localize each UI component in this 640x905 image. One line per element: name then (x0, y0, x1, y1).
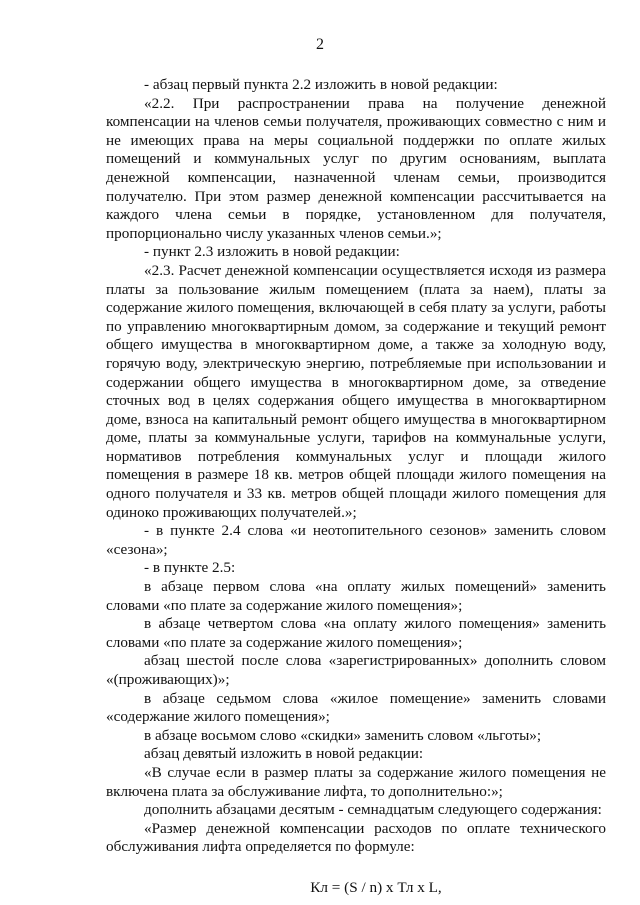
amendment-paragraph: в абзаце восьмом слово «скидки» заменить словом «льготы»; (144, 726, 542, 744)
amendment-paragraph: «В случае если в размер платы за содержание жилого помещения не включена плата за обслуживание лифта, то дополнительно:»; (106, 763, 606, 800)
amendment-paragraph: - пункт 2.3 изложить в новой редакции: (144, 243, 400, 261)
lift-compensation-formula: Кл = (S / n) х Тл х L, (310, 878, 442, 896)
amendment-paragraph: «2.3. Расчет денежной компенсации осуществляется исходя из размера платы за пользование жилым помещением (плата за наем), платы за содержание жилого помещения, включающей в себя плату за услуги, работы по управлению многоквартирным домом, за содержание и текущий ремонт общего имущества в многоквартирном доме, а также за холодную воду, горячую воду, электрическую энергию, потребляемые при использовании и содержании общего имущества в многоквартирном доме, за отведение сточных вод в целях содержания общего имущества в многоквартирном доме, взноса на капитальный ремонт общего имущества в многоквартирном доме, платы за коммунальные услуги, тарифов на коммунальные услуги, нормативов потребления коммунальных услуг и площади жилого помещения в размере 18 кв. метров общей площади жилого помещения на одного получателя и 33 кв. метров общей площади жилого помещения для одиноко проживающих получателей.»; (106, 261, 606, 521)
amendment-paragraph: «2.2. При распространении права на получение денежной компенсации на членов семьи получателя, проживающих совместно с ним и не имеющих права на меры социальной поддержки по оплате жилых помещений и коммунальных услуг по другим основаниям, выплата денежной компенсации, назначенной членам семьи, производится получателю. При этом размер денежной компенсации рассчитывается на каждого члена семьи в порядке, установленном для получателя, пропорционально числу указанных членов семьи.»; (106, 94, 606, 242)
amendment-paragraph: в абзаце первом слова «на оплату жилых помещений» заменить словами «по плате за содержание жилого помещения»; (106, 578, 606, 614)
amendment-paragraph: в абзаце седьмом слова «жилое помещение» заменить словами «содержание жилого помещения»; (106, 689, 606, 726)
amendment-paragraph: - в пункте 2.5: (144, 559, 236, 577)
page-number: 2 (316, 36, 324, 53)
amendment-paragraph: абзац шестой после слова «зарегистрированных» дополнить словом «(проживающих)»; (106, 652, 606, 688)
document-body (106, 76, 606, 898)
amendment-paragraph: - абзац первый пункта 2.2 изложить в новой редакции: (144, 76, 498, 93)
amendment-paragraph: дополнить абзацами десятым - семнадцатым следующего содержания: (144, 801, 602, 819)
amendment-paragraph: абзац девятый изложить в новой редакции: (144, 745, 424, 763)
amendment-paragraph: «Размер денежной компенсации расходов по оплате технического обслуживания лифта определяется по формуле: (106, 819, 606, 856)
amendment-paragraph: - в пункте 2.4 слова «и неотопительного сезонов» заменить словом «сезона»; (106, 522, 606, 558)
amendment-paragraph: в абзаце четвертом слова «на оплату жилого помещения» заменить словами «по плате за содержание жилого помещения»; (106, 615, 606, 651)
